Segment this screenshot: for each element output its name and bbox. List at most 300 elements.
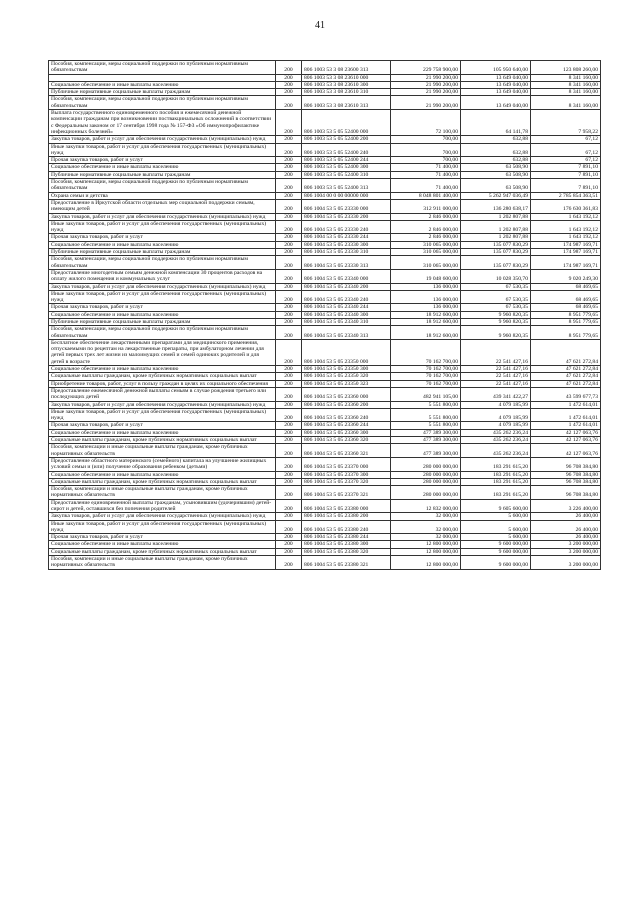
table-row bbox=[49, 290, 601, 304]
table-row bbox=[49, 269, 601, 283]
row-executed-amount: 9 960 820,35 bbox=[461, 311, 531, 318]
row-approved-amount: 229 758 900,00 bbox=[391, 61, 461, 75]
row-budget-classification: 806 1004 53 5 05 23340 000 bbox=[302, 269, 391, 283]
row-budget-classification: 806 1004 53 5 05 23360 320 bbox=[302, 437, 391, 444]
row-unexecuted-amount: 174 987 169,71 bbox=[531, 249, 601, 256]
row-budget-classification: 806 1003 53 3 08 23600 313 bbox=[302, 61, 391, 75]
table-row bbox=[49, 471, 601, 478]
row-description: Социальное обеспечение и иные выплаты населению bbox=[49, 164, 276, 171]
row-executed-amount: 4 079 185,99 bbox=[461, 401, 531, 408]
row-code: 200 bbox=[276, 318, 302, 325]
row-description: Прочая закупка товаров, работ и услуг bbox=[49, 422, 276, 429]
row-approved-amount: 5 551 800,00 bbox=[391, 408, 461, 422]
row-executed-amount: 63 508,90 bbox=[461, 179, 531, 193]
row-approved-amount: 32 000,00 bbox=[391, 520, 461, 534]
row-description: Социальное обеспечение и иные выплаты населению bbox=[49, 366, 276, 373]
table-row bbox=[49, 256, 601, 270]
row-code: 200 bbox=[276, 422, 302, 429]
row-approved-amount: 70 162 700,00 bbox=[391, 339, 461, 365]
row-budget-classification: 806 1004 53 5 05 23380 321 bbox=[302, 556, 391, 570]
row-budget-classification: 806 1004 53 5 05 23350 000 bbox=[302, 339, 391, 365]
row-approved-amount: 477 389 300,00 bbox=[391, 444, 461, 458]
row-unexecuted-amount: 42 127 063,76 bbox=[531, 444, 601, 458]
row-code: 200 bbox=[276, 366, 302, 373]
row-code: 200 bbox=[276, 157, 302, 164]
row-executed-amount: 439 341 422,27 bbox=[461, 387, 531, 401]
row-code: 200 bbox=[276, 486, 302, 500]
row-description: Пособия, компенсации, меры социальной поддержки по публичным нормативным обязательствам bbox=[49, 179, 276, 193]
row-approved-amount: 700,00 bbox=[391, 136, 461, 143]
row-unexecuted-amount: 3 226 400,00 bbox=[531, 499, 601, 513]
table-row bbox=[49, 499, 601, 513]
row-code: 200 bbox=[276, 373, 302, 380]
table-row bbox=[49, 164, 601, 171]
table-row bbox=[49, 110, 601, 136]
row-description: Закупка товаров, работ и услуг для обеспечения государственных (муниципальных) нужд bbox=[49, 283, 276, 290]
row-executed-amount: 63 508,90 bbox=[461, 164, 531, 171]
row-description: Выплата государственного единовременного пособия и ежемесячной денежной компенсации гражданам при возникновении поствакцинальных осложнений в соответствии с Федеральным законом от 17 сентября 1998 года № 157-ФЗ «Об иммунопрофилактике инфекционных болезней» bbox=[49, 110, 276, 136]
row-approved-amount: 482 941 105,00 bbox=[391, 387, 461, 401]
row-executed-amount: 136 280 638,17 bbox=[461, 199, 531, 213]
row-description: Охрана семьи и детства bbox=[49, 192, 276, 199]
row-code: 200 bbox=[276, 199, 302, 213]
row-description: Публичные нормативные социальные выплаты гражданам bbox=[49, 318, 276, 325]
row-approved-amount: 12 800 000,00 bbox=[391, 556, 461, 570]
row-budget-classification: 806 1003 53 5 05 52400 000 bbox=[302, 110, 391, 136]
row-approved-amount: 2 846 000,00 bbox=[391, 213, 461, 220]
row-budget-classification: 806 1004 53 5 05 23370 300 bbox=[302, 471, 391, 478]
row-code: 200 bbox=[276, 164, 302, 171]
row-budget-classification: 806 1004 53 5 05 23330 310 bbox=[302, 249, 391, 256]
row-approved-amount: 71 400,00 bbox=[391, 171, 461, 178]
table-row bbox=[49, 556, 601, 570]
row-unexecuted-amount: 3 200 000,00 bbox=[531, 548, 601, 555]
row-description: Социальное обеспечение и иные выплаты населению bbox=[49, 471, 276, 478]
row-budget-classification: 806 1004 53 5 05 23380 244 bbox=[302, 534, 391, 541]
row-code: 200 bbox=[276, 143, 302, 157]
row-code: 200 bbox=[276, 61, 302, 75]
row-approved-amount: 136 000,00 bbox=[391, 304, 461, 311]
row-code: 200 bbox=[276, 471, 302, 478]
row-approved-amount: 21 990 200,00 bbox=[391, 96, 461, 110]
row-executed-amount: 22 541 427,16 bbox=[461, 373, 531, 380]
row-unexecuted-amount: 8 951 779,65 bbox=[531, 311, 601, 318]
budget-execution-table bbox=[48, 60, 601, 570]
row-executed-amount: 9 600 000,00 bbox=[461, 556, 531, 570]
row-approved-amount: 5 551 800,00 bbox=[391, 422, 461, 429]
row-approved-amount: 310 065 000,00 bbox=[391, 241, 461, 248]
row-approved-amount: 477 389 300,00 bbox=[391, 437, 461, 444]
table-row bbox=[49, 96, 601, 110]
row-executed-amount: 183 291 615,20 bbox=[461, 457, 531, 471]
row-description: Иные закупки товаров, работ и услуг для обеспечения государственных (муниципальных) нужд bbox=[49, 143, 276, 157]
row-budget-classification: 806 1004 53 5 05 23360 321 bbox=[302, 444, 391, 458]
table-row bbox=[49, 249, 601, 256]
row-description: Предоставление ежемесячной денежной выплаты семьям в случае рождения третьего или последующих детей bbox=[49, 387, 276, 401]
table-row bbox=[49, 478, 601, 485]
row-code: 200 bbox=[276, 74, 302, 81]
row-approved-amount: 12 800 000,00 bbox=[391, 541, 461, 548]
row-code: 200 bbox=[276, 136, 302, 143]
row-description: Иные закупки товаров, работ и услуг для обеспечения государственных (муниципальных) нужд bbox=[49, 290, 276, 304]
row-approved-amount: 310 065 000,00 bbox=[391, 249, 461, 256]
row-code: 200 bbox=[276, 401, 302, 408]
row-executed-amount: 9 600 000,00 bbox=[461, 548, 531, 555]
row-code: 200 bbox=[276, 429, 302, 436]
row-code: 200 bbox=[276, 326, 302, 340]
table-row bbox=[49, 304, 601, 311]
row-description: Социальные выплаты гражданам, кроме публичных нормативных социальных выплат bbox=[49, 437, 276, 444]
row-budget-classification: 806 1004 53 5 05 23380 240 bbox=[302, 520, 391, 534]
row-unexecuted-amount: 96 708 384,80 bbox=[531, 457, 601, 471]
row-unexecuted-amount: 26 400,00 bbox=[531, 520, 601, 534]
row-description: Публичные нормативные социальные выплаты гражданам bbox=[49, 249, 276, 256]
table-row bbox=[49, 171, 601, 178]
table-row bbox=[49, 74, 601, 81]
table-row bbox=[49, 213, 601, 220]
row-budget-classification: 806 1004 53 5 05 23350 300 bbox=[302, 366, 391, 373]
row-code: 200 bbox=[276, 478, 302, 485]
row-approved-amount: 71 400,00 bbox=[391, 164, 461, 171]
row-executed-amount: 183 291 615,20 bbox=[461, 478, 531, 485]
row-unexecuted-amount: 68 469,65 bbox=[531, 283, 601, 290]
table-row bbox=[49, 429, 601, 436]
row-executed-amount: 135 077 830,29 bbox=[461, 256, 531, 270]
row-executed-amount: 4 079 185,99 bbox=[461, 408, 531, 422]
row-unexecuted-amount: 1 472 614,01 bbox=[531, 401, 601, 408]
row-unexecuted-amount: 26 400,00 bbox=[531, 534, 601, 541]
row-executed-amount: 13 649 040,00 bbox=[461, 89, 531, 96]
row-unexecuted-amount: 1 472 614,01 bbox=[531, 408, 601, 422]
row-description: Пособия, компенсации и иные социальные выплаты гражданам, кроме публичных нормативных обязательств bbox=[49, 444, 276, 458]
row-unexecuted-amount: 3 200 000,00 bbox=[531, 556, 601, 570]
row-executed-amount: 13 649 040,00 bbox=[461, 81, 531, 88]
row-description: Социальные выплаты гражданам, кроме публичных нормативных социальных выплат bbox=[49, 548, 276, 555]
row-executed-amount: 632,88 bbox=[461, 143, 531, 157]
row-description: Предоставление многодетным семьям денежной компенсации 30 процентов расходов на оплату жилого помещения и коммунальных услуг bbox=[49, 269, 276, 283]
row-executed-amount: 632,88 bbox=[461, 136, 531, 143]
row-code: 200 bbox=[276, 304, 302, 311]
row-unexecuted-amount: 7 891,10 bbox=[531, 171, 601, 178]
row-executed-amount: 1 202 807,88 bbox=[461, 234, 531, 241]
row-executed-amount: 5 600,00 bbox=[461, 513, 531, 520]
table-row bbox=[49, 136, 601, 143]
row-executed-amount: 10 028 350,70 bbox=[461, 269, 531, 283]
row-approved-amount: 8 048 801 400,00 bbox=[391, 192, 461, 199]
row-executed-amount: 5 600,00 bbox=[461, 534, 531, 541]
table-row bbox=[49, 220, 601, 234]
row-description: Бесплатное обеспечение лекарственными препаратами для медицинского применения, отпускаемыми по рецептам на лекарственные препараты, при амбулаторном лечении для детей первых трех лет жизни из малоимущих семей и семей одиноких родителей и для детей в возрасте bbox=[49, 339, 276, 365]
row-description: Пособия, компенсации, меры социальной поддержки по публичным нормативным обязательствам bbox=[49, 256, 276, 270]
row-description: Предоставление областного материнского (семейного) капитала на улучшение жилищных условий семьи и (или) получение образования ребенком (детьми) bbox=[49, 457, 276, 471]
row-approved-amount: 2 846 000,00 bbox=[391, 220, 461, 234]
row-budget-classification: 806 1003 53 3 08 23610 300 bbox=[302, 81, 391, 88]
row-budget-classification: 806 1003 53 5 05 52400 240 bbox=[302, 143, 391, 157]
table-row bbox=[49, 192, 601, 199]
row-unexecuted-amount: 47 621 272,84 bbox=[531, 380, 601, 387]
row-executed-amount: 632,88 bbox=[461, 157, 531, 164]
row-description: Предоставление единовременной выплаты гражданам, усыновившим (удочерившим) детей-сирот и детей, оставшихся без попечения родителей bbox=[49, 499, 276, 513]
row-unexecuted-amount: 8 951 779,65 bbox=[531, 326, 601, 340]
row-code: 200 bbox=[276, 387, 302, 401]
row-code: 200 bbox=[276, 179, 302, 193]
row-code: 200 bbox=[276, 437, 302, 444]
row-unexecuted-amount: 26 400,00 bbox=[531, 513, 601, 520]
table-row bbox=[49, 408, 601, 422]
row-code: 200 bbox=[276, 541, 302, 548]
row-executed-amount: 435 262 236,24 bbox=[461, 437, 531, 444]
row-description: Публичные нормативные социальные выплаты гражданам bbox=[49, 171, 276, 178]
row-code: 200 bbox=[276, 513, 302, 520]
row-budget-classification: 806 1004 53 5 05 23330 200 bbox=[302, 213, 391, 220]
row-budget-classification: 806 1004 53 5 05 23370 320 bbox=[302, 478, 391, 485]
row-description: Социальные выплаты гражданам, кроме публичных нормативных социальных выплат bbox=[49, 478, 276, 485]
row-approved-amount: 477 389 300,00 bbox=[391, 429, 461, 436]
table-row bbox=[49, 318, 601, 325]
row-code: 200 bbox=[276, 408, 302, 422]
row-approved-amount: 19 048 600,00 bbox=[391, 269, 461, 283]
table-row bbox=[49, 457, 601, 471]
row-unexecuted-amount: 68 469,65 bbox=[531, 290, 601, 304]
row-approved-amount: 5 551 800,00 bbox=[391, 401, 461, 408]
row-approved-amount: 700,00 bbox=[391, 143, 461, 157]
row-unexecuted-amount: 8 341 160,00 bbox=[531, 96, 601, 110]
row-code: 200 bbox=[276, 311, 302, 318]
row-approved-amount: 70 162 700,00 bbox=[391, 373, 461, 380]
row-code: 200 bbox=[276, 290, 302, 304]
row-budget-classification: 806 1004 53 5 05 23360 240 bbox=[302, 408, 391, 422]
row-description: Пособия, компенсации и иные социальные выплаты гражданам, кроме публичных нормативных обязательств bbox=[49, 556, 276, 570]
row-executed-amount: 9 605 600,00 bbox=[461, 499, 531, 513]
row-unexecuted-amount: 1 472 614,01 bbox=[531, 422, 601, 429]
row-unexecuted-amount: 1 643 192,12 bbox=[531, 234, 601, 241]
row-approved-amount: 21 990 200,00 bbox=[391, 89, 461, 96]
table-row bbox=[49, 422, 601, 429]
row-approved-amount: 312 911 000,00 bbox=[391, 199, 461, 213]
row-code: 200 bbox=[276, 499, 302, 513]
row-approved-amount: 32 000,00 bbox=[391, 513, 461, 520]
row-approved-amount: 72 100,00 bbox=[391, 110, 461, 136]
row-executed-amount: 67 530,35 bbox=[461, 290, 531, 304]
row-description: Пособия, компенсации, меры социальной поддержки по публичным нормативным обязательствам bbox=[49, 326, 276, 340]
row-unexecuted-amount: 96 708 384,80 bbox=[531, 478, 601, 485]
row-unexecuted-amount: 1 643 192,12 bbox=[531, 213, 601, 220]
row-approved-amount: 71 400,00 bbox=[391, 179, 461, 193]
row-code: 200 bbox=[276, 283, 302, 290]
row-description: Иные закупки товаров, работ и услуг для обеспечения государственных (муниципальных) нужд bbox=[49, 220, 276, 234]
row-executed-amount: 13 649 040,00 bbox=[461, 74, 531, 81]
row-unexecuted-amount: 1 643 192,12 bbox=[531, 220, 601, 234]
row-executed-amount: 105 950 640,00 bbox=[461, 61, 531, 75]
table-row bbox=[49, 444, 601, 458]
row-budget-classification: 806 1003 53 3 08 23610 000 bbox=[302, 74, 391, 81]
row-code: 200 bbox=[276, 269, 302, 283]
table-row bbox=[49, 534, 601, 541]
row-unexecuted-amount: 47 621 272,84 bbox=[531, 373, 601, 380]
table-row bbox=[49, 541, 601, 548]
row-approved-amount: 70 162 700,00 bbox=[391, 380, 461, 387]
row-approved-amount: 136 000,00 bbox=[391, 290, 461, 304]
table-row bbox=[49, 234, 601, 241]
row-description: Социальное обеспечение и иные выплаты населению bbox=[49, 429, 276, 436]
row-approved-amount: 280 000 000,00 bbox=[391, 478, 461, 485]
row-description: Предоставление в Иркутской области отдельных мер социальной поддержки семьям, имеющим детей bbox=[49, 199, 276, 213]
table-row bbox=[49, 179, 601, 193]
row-budget-classification: 806 1003 53 5 05 52400 313 bbox=[302, 179, 391, 193]
row-approved-amount: 700,00 bbox=[391, 157, 461, 164]
row-description: Приобретение товаров, работ, услуг в пользу граждан в целях их социального обеспечения bbox=[49, 380, 276, 387]
table-row bbox=[49, 241, 601, 248]
row-approved-amount: 280 000 000,00 bbox=[391, 457, 461, 471]
row-unexecuted-amount: 7 958,22 bbox=[531, 110, 601, 136]
row-executed-amount: 435 262 236,24 bbox=[461, 444, 531, 458]
row-unexecuted-amount: 7 891,10 bbox=[531, 164, 601, 171]
row-unexecuted-amount: 47 621 272,84 bbox=[531, 366, 601, 373]
row-budget-classification: 806 1004 00 0 00 00000 000 bbox=[302, 192, 391, 199]
table-row bbox=[49, 157, 601, 164]
row-description: Социальное обеспечение и иные выплаты населению bbox=[49, 241, 276, 248]
page-number: 41 bbox=[315, 20, 325, 31]
row-budget-classification: 806 1003 53 5 05 52400 310 bbox=[302, 171, 391, 178]
row-executed-amount: 22 541 427,16 bbox=[461, 380, 531, 387]
row-unexecuted-amount: 8 341 160,00 bbox=[531, 81, 601, 88]
row-approved-amount: 18 912 600,00 bbox=[391, 311, 461, 318]
row-executed-amount: 9 600 000,00 bbox=[461, 541, 531, 548]
row-code: 200 bbox=[276, 256, 302, 270]
table-row bbox=[49, 81, 601, 88]
row-executed-amount: 67 530,35 bbox=[461, 283, 531, 290]
table-row bbox=[49, 520, 601, 534]
row-budget-classification: 806 1004 53 5 05 23350 320 bbox=[302, 373, 391, 380]
row-budget-classification: 806 1004 53 5 05 23330 000 bbox=[302, 199, 391, 213]
row-code: 200 bbox=[276, 444, 302, 458]
row-budget-classification: 806 1004 53 5 05 23370 321 bbox=[302, 486, 391, 500]
row-executed-amount: 183 291 615,20 bbox=[461, 471, 531, 478]
table-row bbox=[49, 548, 601, 555]
row-budget-classification: 806 1004 53 5 05 23330 300 bbox=[302, 241, 391, 248]
row-approved-amount: 12 800 000,00 bbox=[391, 548, 461, 555]
row-approved-amount: 12 832 000,00 bbox=[391, 499, 461, 513]
row-code: 200 bbox=[276, 89, 302, 96]
row-budget-classification: 806 1004 53 5 05 23350 323 bbox=[302, 380, 391, 387]
row-code: 200 bbox=[276, 534, 302, 541]
row-code: 200 bbox=[276, 249, 302, 256]
row-approved-amount: 280 000 000,00 bbox=[391, 471, 461, 478]
table-row bbox=[49, 143, 601, 157]
table-row bbox=[49, 283, 601, 290]
table-row bbox=[49, 380, 601, 387]
row-budget-classification: 806 1004 53 5 05 23340 310 bbox=[302, 318, 391, 325]
table-row bbox=[49, 373, 601, 380]
row-code: 200 bbox=[276, 220, 302, 234]
row-description: Пособия, компенсации, меры социальной поддержки по публичным нормативным обязательствам bbox=[49, 61, 276, 75]
row-budget-classification: 806 1003 53 3 08 23610 310 bbox=[302, 89, 391, 96]
row-code: 200 bbox=[276, 110, 302, 136]
row-approved-amount: 70 162 700,00 bbox=[391, 366, 461, 373]
row-budget-classification: 806 1004 53 5 05 23330 244 bbox=[302, 234, 391, 241]
row-budget-classification: 806 1004 53 5 05 23330 240 bbox=[302, 220, 391, 234]
table-row bbox=[49, 61, 601, 75]
row-budget-classification: 806 1004 53 5 05 23340 244 bbox=[302, 304, 391, 311]
row-unexecuted-amount: 47 621 272,84 bbox=[531, 339, 601, 365]
row-approved-amount: 32 000,00 bbox=[391, 534, 461, 541]
table-row bbox=[49, 437, 601, 444]
row-approved-amount: 310 065 000,00 bbox=[391, 256, 461, 270]
row-executed-amount: 9 960 820,35 bbox=[461, 326, 531, 340]
row-unexecuted-amount: 123 808 260,00 bbox=[531, 61, 601, 75]
table-body bbox=[49, 61, 601, 570]
row-description: Иные закупки товаров, работ и услуг для обеспечения государственных (муниципальных) нужд bbox=[49, 520, 276, 534]
table-row bbox=[49, 326, 601, 340]
row-unexecuted-amount: 42 127 063,76 bbox=[531, 429, 601, 436]
table-row bbox=[49, 311, 601, 318]
row-budget-classification: 806 1004 53 5 05 23370 000 bbox=[302, 457, 391, 471]
row-unexecuted-amount: 8 341 160,00 bbox=[531, 89, 601, 96]
row-executed-amount: 9 960 820,35 bbox=[461, 318, 531, 325]
row-code: 200 bbox=[276, 457, 302, 471]
row-code: 200 bbox=[276, 81, 302, 88]
row-unexecuted-amount: 68 469,65 bbox=[531, 304, 601, 311]
row-budget-classification: 806 1004 53 5 05 23340 313 bbox=[302, 326, 391, 340]
row-code: 200 bbox=[276, 380, 302, 387]
row-description: Прочая закупка товаров, работ и услуг bbox=[49, 534, 276, 541]
row-unexecuted-amount: 7 891,10 bbox=[531, 179, 601, 193]
row-unexecuted-amount: 8 951 779,65 bbox=[531, 318, 601, 325]
row-approved-amount: 21 990 200,00 bbox=[391, 81, 461, 88]
row-executed-amount: 1 202 807,88 bbox=[461, 220, 531, 234]
table-row bbox=[49, 401, 601, 408]
row-description: Прочая закупка товаров, работ и услуг bbox=[49, 304, 276, 311]
row-unexecuted-amount: 174 987 169,71 bbox=[531, 241, 601, 248]
row-description: Социальные выплаты гражданам, кроме публичных нормативных социальных выплат bbox=[49, 373, 276, 380]
row-code: 200 bbox=[276, 213, 302, 220]
row-executed-amount: 64 141,78 bbox=[461, 110, 531, 136]
row-description: Прочая закупка товаров, работ и услуг bbox=[49, 157, 276, 164]
row-code: 200 bbox=[276, 192, 302, 199]
row-budget-classification: 806 1003 53 5 05 52400 300 bbox=[302, 164, 391, 171]
row-description: Закупка товаров, работ и услуг для обеспечения государственных (муниципальных) нужд bbox=[49, 401, 276, 408]
row-unexecuted-amount: 96 708 384,80 bbox=[531, 471, 601, 478]
row-unexecuted-amount: 42 127 063,76 bbox=[531, 437, 601, 444]
row-executed-amount: 22 541 427,16 bbox=[461, 339, 531, 365]
row-budget-classification: 806 1004 53 5 05 23380 200 bbox=[302, 513, 391, 520]
row-budget-classification: 806 1004 53 5 05 23340 200 bbox=[302, 283, 391, 290]
row-executed-amount: 135 077 830,29 bbox=[461, 249, 531, 256]
row-budget-classification: 806 1004 53 5 05 23360 244 bbox=[302, 422, 391, 429]
row-executed-amount: 63 508,90 bbox=[461, 171, 531, 178]
row-budget-classification: 806 1004 53 5 05 23340 240 bbox=[302, 290, 391, 304]
table-row bbox=[49, 486, 601, 500]
row-approved-amount: 18 912 600,00 bbox=[391, 326, 461, 340]
row-code: 200 bbox=[276, 548, 302, 555]
row-description: Социальное обеспечение и иные выплаты населению bbox=[49, 541, 276, 548]
row-unexecuted-amount: 9 020 249,30 bbox=[531, 269, 601, 283]
row-budget-classification: 806 1004 53 5 05 23360 200 bbox=[302, 401, 391, 408]
row-unexecuted-amount: 43 599 677,73 bbox=[531, 387, 601, 401]
row-executed-amount: 13 649 040,00 bbox=[461, 96, 531, 110]
row-executed-amount: 183 291 615,20 bbox=[461, 486, 531, 500]
row-description: Прочая закупка товаров, работ и услуг bbox=[49, 234, 276, 241]
table-row bbox=[49, 199, 601, 213]
row-code: 200 bbox=[276, 234, 302, 241]
row-code: 200 bbox=[276, 241, 302, 248]
row-executed-amount: 1 202 807,88 bbox=[461, 213, 531, 220]
table-row bbox=[49, 366, 601, 373]
row-approved-amount: 2 846 000,00 bbox=[391, 234, 461, 241]
row-budget-classification: 806 1004 53 5 05 23380 000 bbox=[302, 499, 391, 513]
row-budget-classification: 806 1004 53 5 05 23380 300 bbox=[302, 541, 391, 548]
row-unexecuted-amount: 8 341 160,00 bbox=[531, 74, 601, 81]
